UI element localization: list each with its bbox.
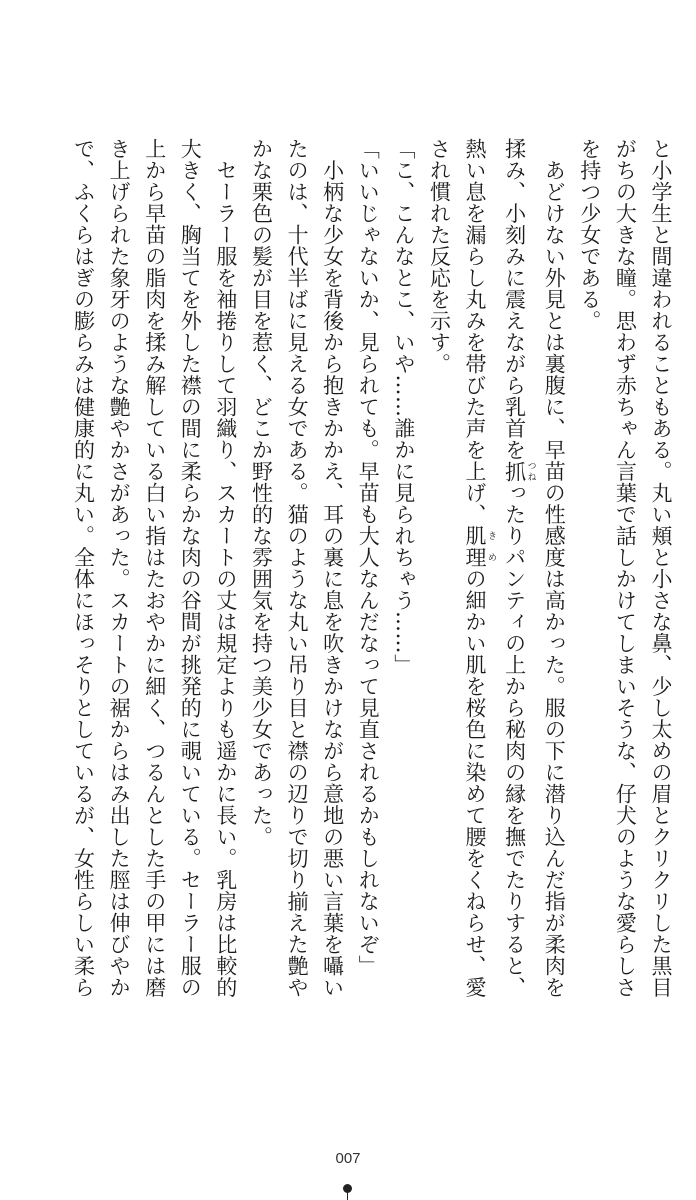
text-column	[536, 138, 572, 1008]
ruby-annotation: 抓 つね	[502, 460, 536, 482]
text-column	[496, 138, 536, 1008]
text-segment: され慣れた反応を示す。	[427, 138, 452, 375]
text-segment: 「こ、こんなとこ、いや……誰かに見られちゃう……」	[391, 138, 416, 676]
page-marker-line	[347, 1192, 348, 1200]
text-segment: 小柄な少女を背後から抱きかかえ、耳の裏に息を吹きかけながら意地の悪い言葉を囁い	[320, 138, 345, 998]
text-column	[421, 138, 457, 1008]
text-column	[607, 138, 643, 1008]
text-segment: 上から早苗の脂肉を揉み解している白い指はたおやかに細く、つるんとした手の甲には磨	[142, 138, 167, 998]
text-segment: と小学生と間違われることもある。丸い頬と小さな鼻、少し太めの眉とクリクリした黒目	[649, 138, 673, 998]
text-segment: の細かい肌を桜色に染めて腰をくねらせ、愛	[463, 568, 488, 998]
text-column	[243, 138, 279, 1008]
text-column	[571, 138, 607, 1008]
text-column	[350, 138, 386, 1008]
text-column	[207, 138, 243, 1008]
page-number: 007	[335, 1150, 361, 1167]
text-column	[456, 138, 496, 1008]
text-segment: ったりパンティの上から秘肉の縁を撫でたりすると、	[502, 482, 527, 998]
text-segment: き上げられた象牙のような艶やかさがあった。スカートの裾からはみ出した脛は伸びやか	[107, 138, 132, 998]
text-segment: 大きく、胸当てを外した襟の間に柔らかな肉の谷間が挑発的に覗いている。セーラー服の	[178, 138, 203, 998]
text-column	[172, 138, 208, 1008]
text-segment: あどけない外見とは裏腹に、早苗の性感度は高かった。服の下に潜り込んだ指が柔肉を	[542, 138, 567, 998]
text-segment: 「いいじゃないか、見られても。早苗も大人なんだなって見直されるかもしれないぞ」	[356, 138, 381, 977]
ruby-annotation: 肌理 きめ	[463, 525, 497, 568]
text-segment: で、ふくらはぎの膨らみは健康的に丸い。全体にほっそりとしているが、女性らしい柔ら	[71, 138, 96, 998]
text-column	[101, 138, 137, 1008]
text-segment: 熱い息を漏らし丸みを帯びた声を上げ、	[463, 138, 488, 525]
text-segment: かな栗色の髪が目を惹く、どこか野性的な雰囲気を持つ美少女であった。	[249, 138, 274, 848]
text-column	[136, 138, 172, 1008]
text-segment: たのは、十代半ばに見える女である。猫のような丸い吊り目と襟の辺りで切り揃えた艶や	[285, 138, 310, 998]
text-column	[314, 138, 350, 1008]
body-text	[72, 138, 678, 1008]
text-segment: がちの大きな瞳。思わず赤ちゃん言葉で話しかけてしまいそうな、仔犬のような愛らしさ	[613, 138, 638, 998]
text-segment: セーラー服を袖捲りして羽織り、スカートの丈は規定よりも遥かに長い。乳房は比較的	[213, 138, 238, 998]
text-segment: 揉み、小刻みに震えながら乳首を	[502, 138, 527, 461]
text-column	[278, 138, 314, 1008]
text-column	[385, 138, 421, 1008]
text-column	[642, 138, 678, 1008]
text-segment: を持つ少女である。	[577, 138, 602, 332]
text-column	[65, 138, 101, 1008]
